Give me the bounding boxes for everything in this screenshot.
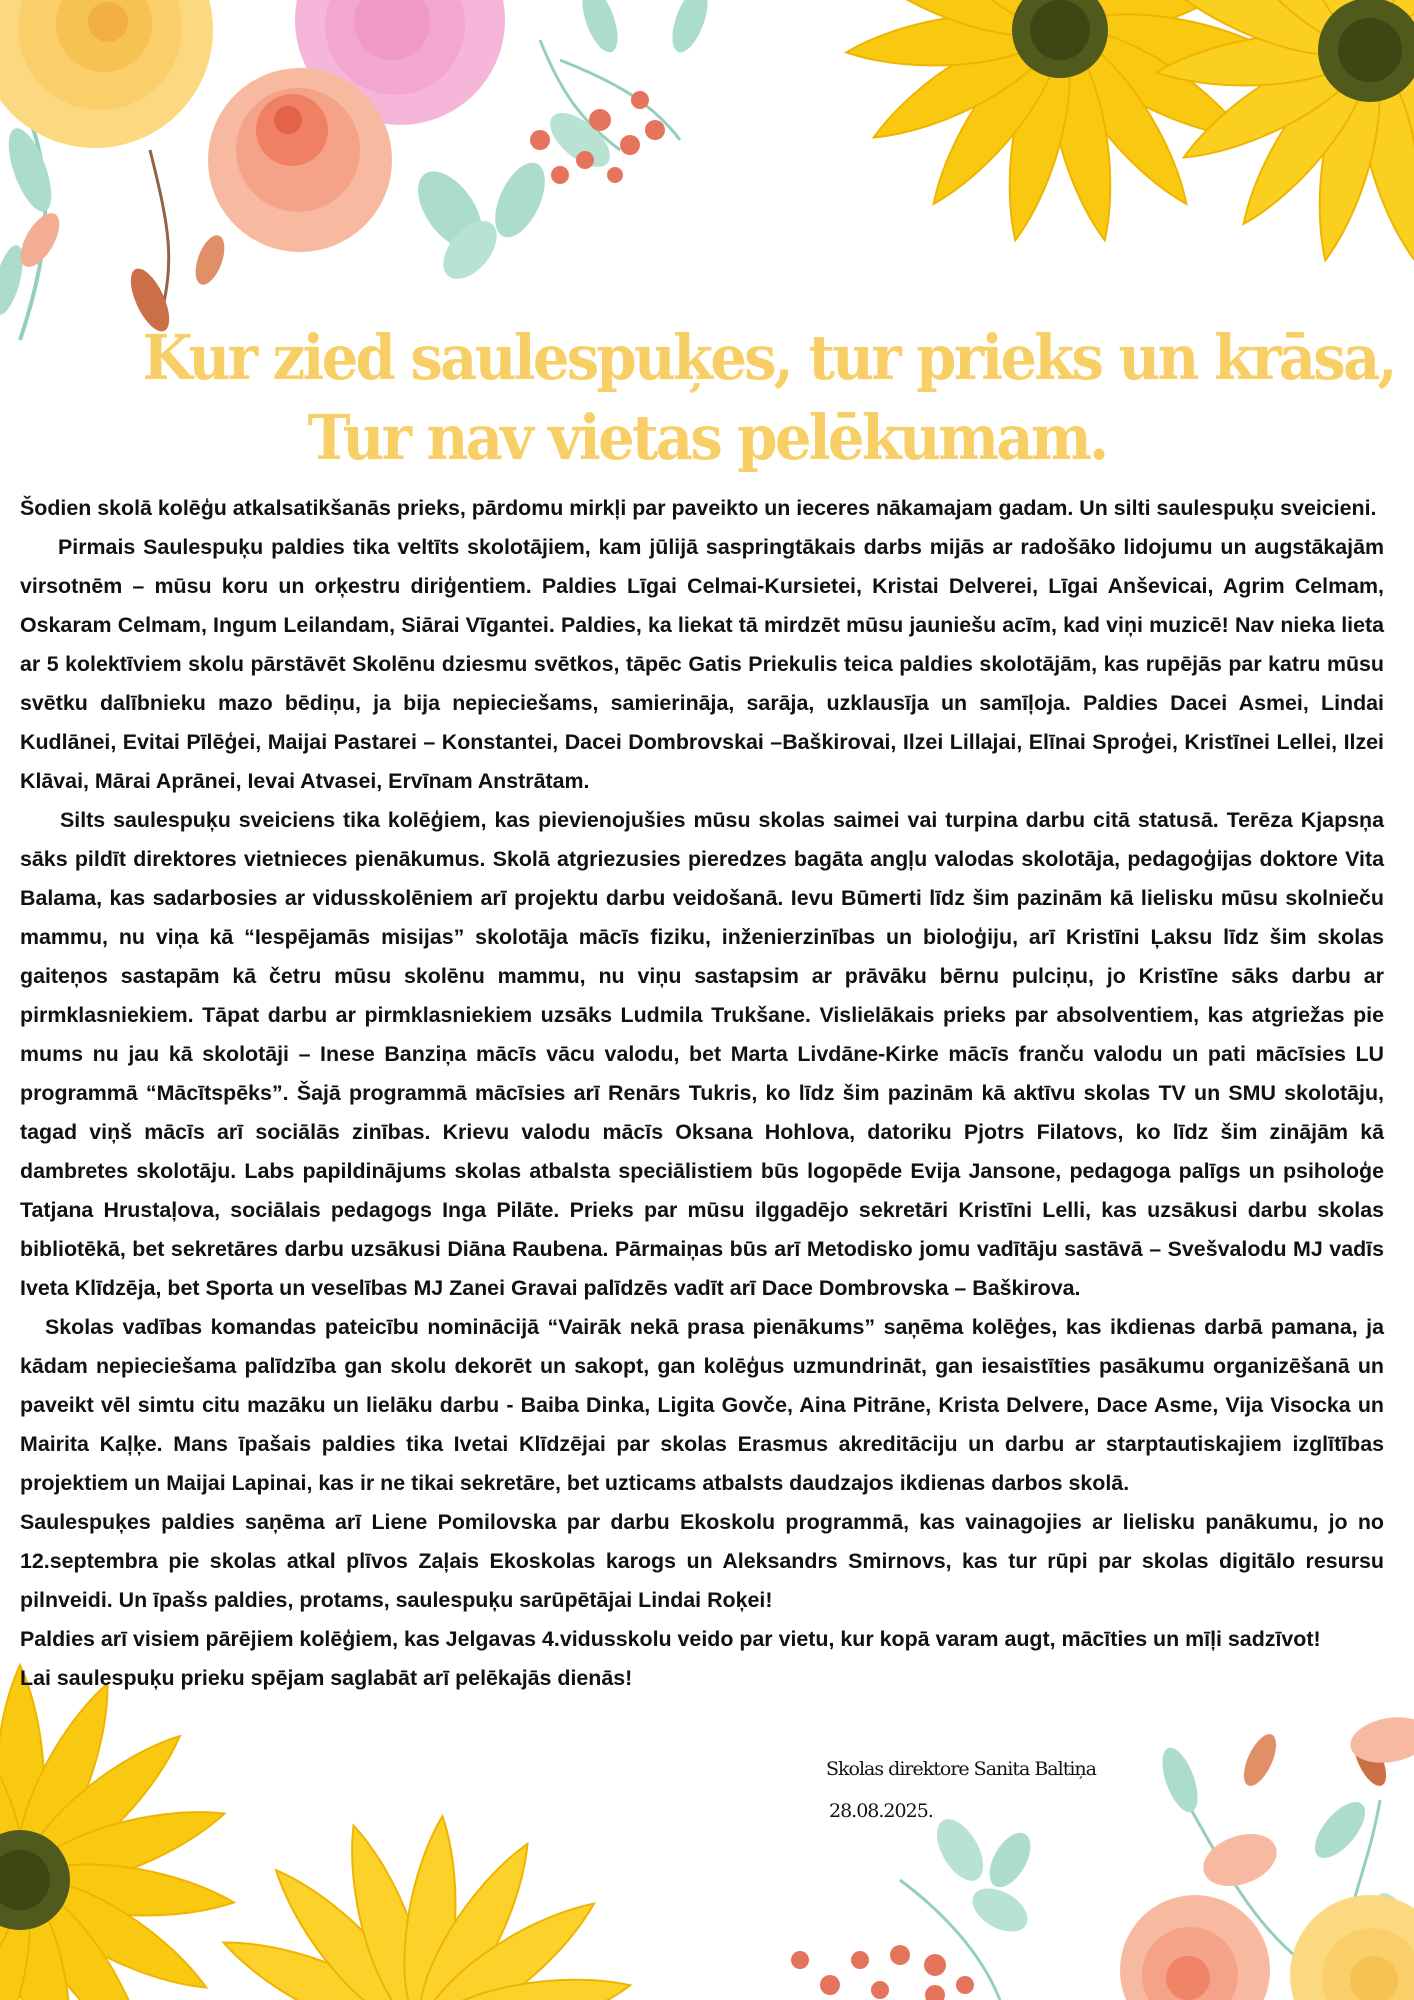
paragraph-new-colleagues: Silts saulespuķu sveiciens tika kolēģiem, kas pievienojušies mūsu skolas saimei vai turpina darbu citā statusā. Terēza Kjapsņa sāks pildīt direktores vietnieces pienākumus. Skolā atgriezusies pieredzes bagāta angļu valodas skolotāja, pedagoģijas doktore Vita Balama, kas sadarbosies ar vidusskolēniem arī projektu darbu veidošanā. Ievu Būmerti līdz šim pazinām kā lielisku mūsu skolnieču mammu, nu viņa kā “Iespējamās misijas” skolotāja mācīs fiziku, inženierzinības un bioloģiju, arī Kristīni Ļaksu līdz šim skolas gaiteņos sastapām kā četru mūsu skolēnu mammu, nu viņu sastapsim ar prāvāku bērnu pulciņu, jo Kristīne sāks darbu ar pirmklasniekiem. Tāpat darbu ar pirmklasniekiem uzsāks Ludmila Trukšane. Vislielākais prieks par absolventiem, kas atgriežas pie mums nu jau kā skolotāji – Inese Banziņa mācīs vācu valodu, bet Marta Livdāne-Kirke mācīs franču valodu un pati mācīsies LU programmā “Mācītspēks”. Šajā programmā mācīsies arī Renārs Tukris, ko līdz šim pazinām kā aktīvu skolas TV un SMU skolotāju, tagad viņš mācīs arī sociālās zinības. Krievu valodu mācīs Oksana Hohlova, datoriku Pjotrs Filatovs, ko līdz šim zinājām kā dambretes skolotāju. Labs papildinājums skolas atbalsta speciālistiem būs logopēde Evija Jansone, pedagoga palīgs un psiholoģe Tatjana Hrustaļova, sociālais pedagogs Inga Pilāte. Prieks par mūsu ilggadējo sekretāri Kristīni Lelli, kas uzsākusi darbu skolas bibliotēkā, bet sekretāres darbu uzsākusi Diāna Raubena. Pārmaiņas būs arī Metodisko jomu vadītāju sastāvā – Svešvalodu MJ vadīs Iveta Klīdzēja, bet Sporta un veselības MJ Zanei Gravai palīdzēs vadīt arī Dace Dombrovska – Baškirova.	[20, 808, 1384, 1300]
signature-block	[826, 1748, 1096, 1832]
title-line-1: Kur zied saulespuķes, tur prieks un krāsa,	[142, 321, 1395, 394]
paragraph-closing: Lai saulespuķu prieku spējam saglabāt arī pelēkajās dienās!	[20, 1666, 633, 1690]
page-title	[142, 318, 1395, 478]
paragraph-nomination: Skolas vadības komandas pateicību nominācijā “Vairāk nekā prasa pienākums” saņēma kolēģes, kas ikdienas darbā pamana, ja kādam nepieciešama palīdzība gan skolu dekorēt un sakopt, gan kolēģus uzmundrināt, gan iesaistīties pasākumu organizēšanā un paveikt vēl simtu citu mazāku un lielāku darbu - Baiba Dinka, Ligita Govče, Aina Pitrāne, Krista Delvere, Dace Asme, Vija Visocka un Mairita Kaļķe. Mans īpašais paldies tika Ivetai Klīdzējai par skolas Erasmus akreditāciju un darbu ar starptautiskajiem izglītības projektiem un Maijai Lapinai, kas ir ne tikai sekretāre, bet uzticams atbalsts daudzajos ikdienas darbos skolā.	[20, 1315, 1384, 1495]
signature-date: 28.08.2025.	[829, 1800, 933, 1822]
paragraph-intro: Šodien skolā kolēģu atkalsatikšanās prieks, pārdomu mirkļi par paveikto un ieceres nākamajam gadam. Un silti saulespuķu sveicieni.	[20, 496, 1377, 520]
paragraph-ecoschool: Saulespuķes paldies saņēma arī Liene Pomilovska par darbu Ekoskolu programmā, kas vainagojies ar lielisku panākumu, jo no 12.septembra pie skolas atkal plīvos Zaļais Ekoskolas karogs un Aleksandrs Smirnovs, kas tur rūpi par skolas digitālo resursu pilnveidi. Un īpašs paldies, protams, saulespuķu sarūpētājai Lindai Roķei!	[20, 1510, 1384, 1612]
paragraph-conductors: Pirmais Saulespuķu paldies tika veltīts skolotājiem, kam jūlijā saspringtākais darbs mijās ar radošāko lidojumu un augstākajām virsotnēm – mūsu koru un orķestru diriģentiem. Paldies Līgai Celmai-Kursietei, Kristai Delverei, Līgai Anševicai, Agrim Celmam, Oskaram Celmam, Ingum Leilandam, Siārai Vīgantei. Paldies, ka liekat tā mirdzēt mūsu jauniešu acīm, kad viņi muzicē! Nav nieka lieta ar 5 kolektīviem skolu pārstāvēt Skolēnu dziesmu svētkos, tāpēc Gatis Priekulis teica paldies skolotājām, kas rupējās par katru mūsu svētku dalībnieku mazo bēdiņu, ja bija nepieciešams, samierināja, sarāja, uzklausīja un samīļoja. Paldies Dacei Asmei, Lindai Kudlānei, Evitai Pīlēģei, Maijai Pastarei – Konstantei, Dacei Dombrovskai –Baškirovai, Ilzei Lillajai, Elīnai Sproģei, Kristīnei Lellei, Ilzei Klāvai, Mārai Aprānei, Ievai Atvasei, Ervīnam Anstrātam.	[20, 535, 1384, 793]
signature-name: Skolas direktore Sanita Baltiņa	[826, 1758, 1096, 1780]
letter-body	[20, 489, 1384, 1698]
paragraph-thanks-all: Paldies arī visiem pārējiem kolēģiem, kas Jelgavas 4.vidusskolu veido par vietu, kur kopā varam augt, mācīties un mīļi sadzīvot!	[20, 1627, 1321, 1651]
title-line-2: Tur nav vietas pelēkumam.	[307, 401, 1107, 474]
